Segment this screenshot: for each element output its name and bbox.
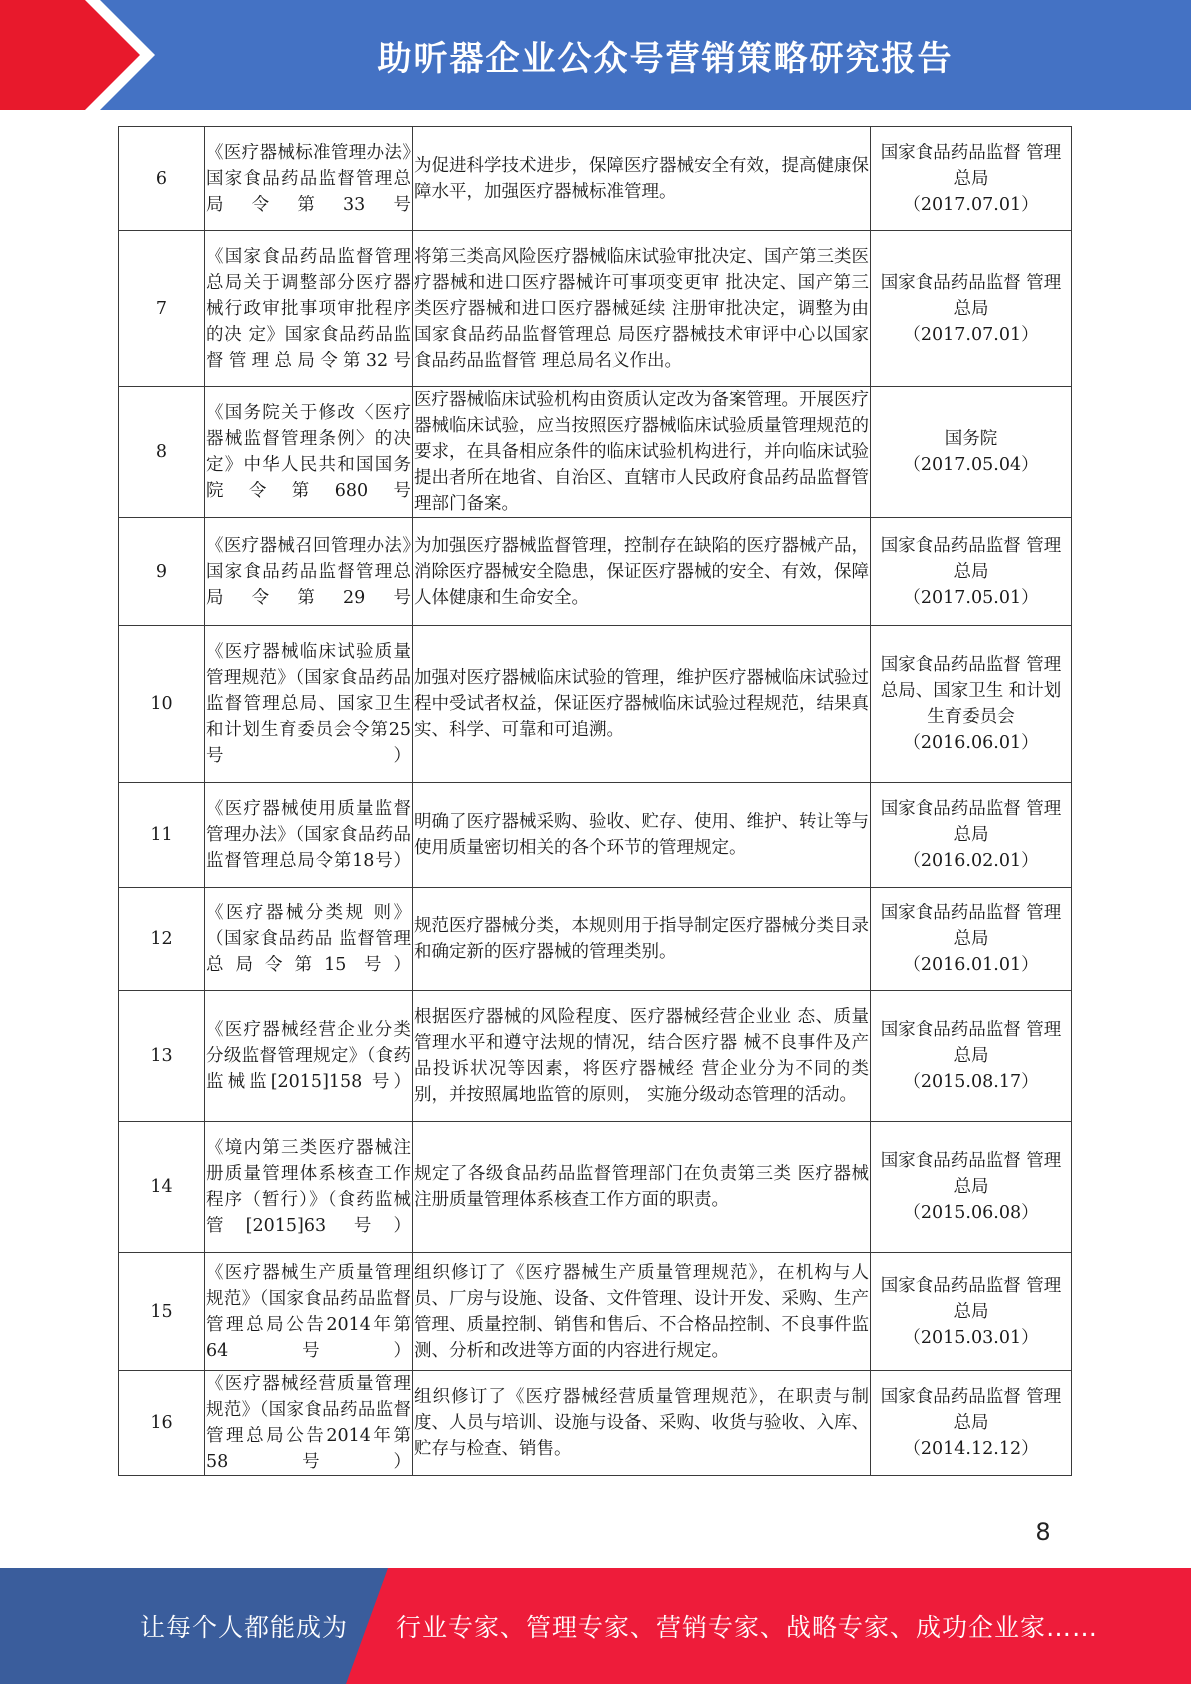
regulations-table [118, 126, 1072, 1476]
row-number-cell: 12 [119, 888, 205, 991]
regulation-name-cell: 《医疗器械临床试验质量管理规范》（国家食品药品监督管理总局、国家卫生和计划生育委员会令第25号） [205, 626, 413, 783]
regulation-description-cell: 将第三类高风险医疗器械临床试验审批决定、国产第三类医疗器械和进口医疗器械许可事项变更审 批决定、国产第三类医疗器械和进口医疗器械延续 注册审批决定，调整为由国家食品药品监督管理总 局医疗器械技术审评中心以国家食品药品监督管 理总局名义作出。 [413, 231, 871, 387]
table-row [119, 888, 1072, 991]
table-row [119, 783, 1072, 888]
row-number-cell: 13 [119, 991, 205, 1122]
regulation-name-cell: 《医疗器械生产质量管理规范》（国家食品药品监督管理总局公告2014年第64号） [205, 1253, 413, 1371]
table-row [119, 127, 1072, 231]
issuing-authority-name: 国务院 [944, 429, 998, 449]
row-number-cell: 6 [119, 127, 205, 231]
row-number-cell: 10 [119, 626, 205, 783]
row-number-cell: 11 [119, 783, 205, 888]
page-footer [0, 1568, 1191, 1684]
footer-slogan-right: 行业专家、管理专家、营销专家、战略专家、成功企业家…… [396, 1613, 1099, 1642]
table-row [119, 387, 1072, 518]
issuing-authority-cell [871, 626, 1072, 783]
effective-date: （2016.06.01） [903, 733, 1039, 753]
effective-date: （2015.08.17） [903, 1072, 1039, 1092]
regulation-name-cell: 《境内第三类医疗器械注册质量管理体系核查工作程序（暂行）》（食药监械管[2015]63 号） [205, 1122, 413, 1253]
table-row [119, 518, 1072, 626]
issuing-authority-cell [871, 783, 1072, 888]
regulation-name-cell: 《医疗器械使用质量监督管理办法》（国家食品药品监督管理总局令第18号） [205, 783, 413, 888]
issuing-authority-cell [871, 991, 1072, 1122]
effective-date: （2015.03.01） [903, 1327, 1039, 1348]
regulation-name-cell: 《医疗器械经营质量管理规范》（国家食品药品监督管理总局公告2014年第58号） [205, 1371, 413, 1476]
regulation-name-cell: 《医疗器械经营企业分类分级监督管理规定》（食药监械监[2015]158 号） [205, 991, 413, 1122]
issuing-authority-name: 国家食品药品监督 管理总局 [880, 1387, 1062, 1433]
effective-date: （2016.02.01） [903, 851, 1039, 871]
table-row [119, 1122, 1072, 1253]
regulation-name-cell: 《医疗器械召回管理办法》国家食品药品监督管理总局令第29号 [205, 518, 413, 626]
regulations-table-body [119, 127, 1072, 1476]
regulations-table-container [118, 126, 1071, 1476]
regulation-name-cell: 《国务院关于修改〈医疗器械监督管理条例〉的决定》中华人民共和国国务院令第680号 [205, 387, 413, 518]
regulation-description-cell: 加强对医疗器械临床试验的管理，维护医疗器械临床试验过程中受试者权益，保证医疗器械临床试验过程规范，结果真实、科学、可靠和可追溯。 [413, 626, 871, 783]
effective-date: （2016.01.01） [903, 955, 1039, 975]
row-number-cell: 16 [119, 1371, 205, 1476]
issuing-authority-name: 国家食品药品监督 管理总局 [880, 903, 1062, 949]
regulation-description-cell: 组织修订了《医疗器械生产质量管理规范》，在机构与人员、厂房与设施、设备、文件管理、设计开发、采购、生产管理、质量控制、销售和售后、不合格品控制、不良事件监测、分析和改进等方面的内容进行规定。 [413, 1253, 871, 1371]
issuing-authority-cell [871, 231, 1072, 387]
issuing-authority-cell [871, 518, 1072, 626]
table-row [119, 991, 1072, 1122]
issuing-authority-name: 国家食品药品监督 管理总局 [880, 799, 1062, 845]
issuing-authority-cell [871, 1253, 1072, 1371]
issuing-authority-cell [871, 1371, 1072, 1476]
issuing-authority-cell [871, 888, 1072, 991]
issuing-authority-cell [871, 1122, 1072, 1253]
effective-date: （2015.06.08） [903, 1203, 1039, 1223]
regulation-description-cell: 为促进科学技术进步，保障医疗器械安全有效，提高健康保障水平，加强医疗器械标准管理。 [413, 127, 871, 231]
table-row [119, 231, 1072, 387]
table-row [119, 1371, 1072, 1476]
table-row [119, 626, 1072, 783]
regulation-description-cell: 规范医疗器械分类，本规则用于指导制定医疗器械分类目录和确定新的医疗器械的管理类别。 [413, 888, 871, 991]
issuing-authority-name: 国家食品药品监督 管理总局 [880, 535, 1062, 582]
row-number-cell: 7 [119, 231, 205, 387]
regulation-description-cell: 医疗器械临床试验机构由资质认定改为备案管理。开展医疗器械临床试验，应当按照医疗器械临床试验质量管理规范的要求，在具备相应条件的临床试验机构进行，并向临床试验提出者所在地省、自治区、直辖市人民政府食品药品监督管理部门备案。 [413, 387, 871, 518]
row-number-cell: 8 [119, 387, 205, 518]
regulation-description-cell: 为加强医疗器械监督管理，控制存在缺陷的医疗器械产品，消除医疗器械安全隐患，保证医疗器械的安全、有效，保障人体健康和生命安全。 [413, 518, 871, 626]
issuing-authority-name: 国家食品药品监督 管理总局 [880, 1275, 1062, 1322]
table-row [119, 1253, 1072, 1371]
row-number-cell: 15 [119, 1253, 205, 1371]
row-number-cell: 14 [119, 1122, 205, 1253]
regulation-description-cell: 组织修订了《医疗器械经营质量管理规范》，在职责与制度、人员与培训、设施与设备、采购、收货与验收、入库、贮存与检查、销售。 [413, 1371, 871, 1476]
header-title: 助听器企业公众号营销策略研究报告 [377, 38, 954, 79]
effective-date: （2017.05.04） [903, 455, 1039, 475]
issuing-authority-cell [871, 387, 1072, 518]
issuing-authority-name: 国家食品药品监督 管理总局 [880, 1151, 1062, 1197]
issuing-authority-name: 国家食品药品监督 管理总局 [880, 142, 1062, 189]
regulation-name-cell: 《国家食品药品监督管理总局关于调整部分医疗器械行政审批事项审批程序的决 定》国家食品药品监 督管理总局令第32号 [205, 231, 413, 387]
effective-date: （2017.05.01） [903, 587, 1039, 608]
issuing-authority-cell [871, 127, 1072, 231]
regulation-description-cell: 明确了医疗器械采购、验收、贮存、使用、维护、转让等与使用质量密切相关的各个环节的管理规定。 [413, 783, 871, 888]
page-number: 8 [1035, 1518, 1051, 1546]
row-number-cell: 9 [119, 518, 205, 626]
issuing-authority-name: 国家食品药品监督 管理总局、国家卫生 和计划生育委员会 [880, 655, 1062, 727]
effective-date: （2014.12.12） [903, 1439, 1039, 1459]
issuing-authority-name: 国家食品药品监督 管理总局 [880, 272, 1062, 319]
regulation-description-cell: 规定了各级食品药品监督管理部门在负责第三类 医疗器械注册质量管理体系核查工作方面的职责。 [413, 1122, 871, 1253]
page-header [0, 0, 1191, 110]
issuing-authority-name: 国家食品药品监督 管理总局 [880, 1020, 1062, 1066]
regulation-name-cell: 《医疗器械标准管理办法》国家食品药品监督管理总局令第33号 [205, 127, 413, 231]
footer-slogan-left: 让每个人都能成为 [140, 1613, 349, 1642]
regulation-description-cell: 根据医疗器械的风险程度、医疗器械经营企业业 态、质量管理水平和遵守法规的情况，结合医疗器 械不良事件及产品投诉状况等因素，将医疗器械经 营企业分为不同的类别，并按照属地监管的原则， 实施分级动态管理的活动。 [413, 991, 871, 1122]
effective-date: （2017.07.01） [903, 324, 1039, 345]
effective-date: （2017.07.01） [903, 194, 1039, 215]
regulation-name-cell: 《医疗器械分类规 则》（国家食品药品 监督管理总局令第15 号） [205, 888, 413, 991]
